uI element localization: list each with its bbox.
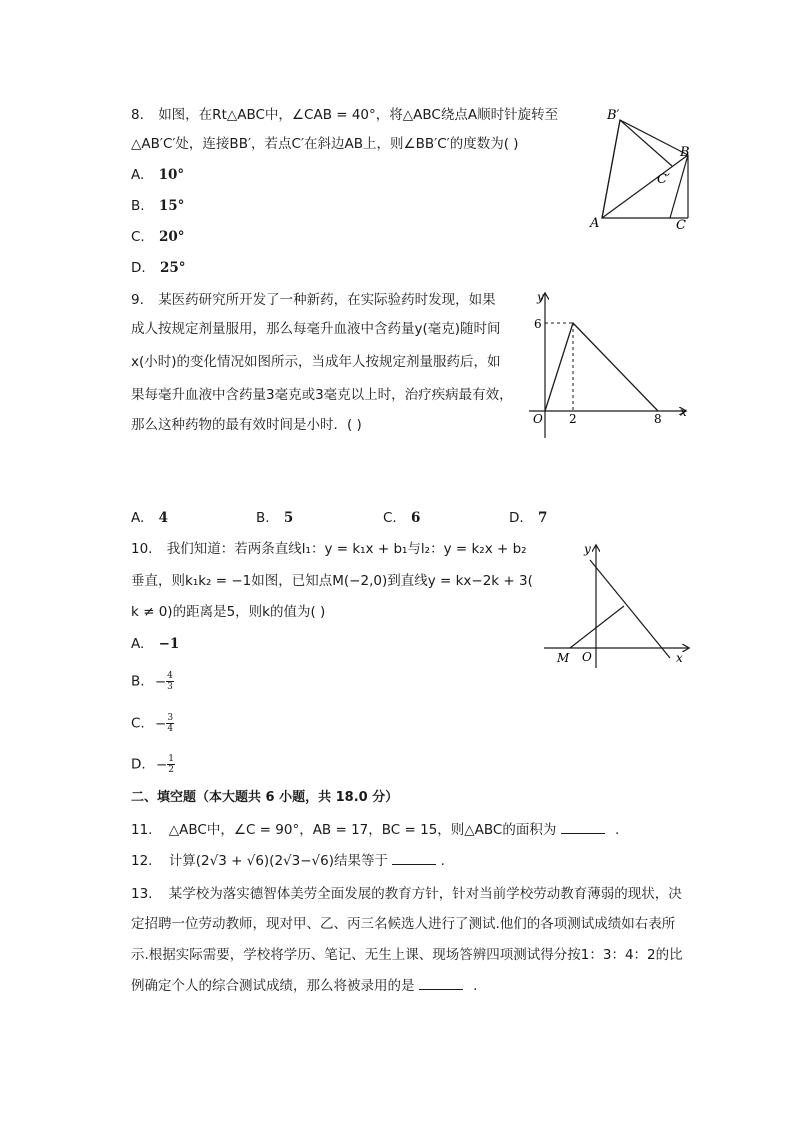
q10-line1 (131, 540, 527, 558)
q10-text-line1: 我们知道：若两条直线l₁：y = k₁x + b₁与l₂：y = k₂x + b₂ (166, 541, 527, 557)
section2-title: 二、填空题（本大题共 6 小题，共 18.0 分） (131, 790, 399, 805)
q8-line2: △AB′C′处，连接BB′，若点C′在斜边AB上，则∠BB′C′的度数为( ) (131, 136, 519, 152)
q13-text-line1: 某学校为落实德智体美劳全面发展的教育方针，针对当前学校劳动教育薄弱的现状，决 (168, 886, 682, 902)
q13-tail: . (473, 978, 478, 994)
numerator: 1 (168, 754, 175, 764)
x-axis-label: x (676, 651, 683, 665)
q8-text-line1: 如图，在Rt△ABC中，∠CAB = 40°，将△ABC绕点A顺时针旋转至 (158, 107, 559, 123)
label-b-prime: B′ (607, 108, 620, 123)
y-axis-label: y (537, 290, 544, 304)
q11-tail: . (614, 822, 620, 838)
option-label: C. (131, 715, 145, 732)
origin-label: O (582, 650, 592, 664)
option-value: −1 (158, 636, 180, 652)
q12-answer-blank[interactable] (392, 852, 436, 865)
q10-option-c[interactable] (131, 713, 174, 734)
q11-text: △ABC中，∠C = 90°，AB = 17，BC = 15，则△ABC的面积为 (168, 822, 557, 838)
q10-option-d[interactable] (131, 754, 175, 775)
option-fraction (167, 754, 175, 775)
line-y-kx (590, 560, 670, 658)
point-m-label: M (557, 651, 570, 665)
tick-8: 8 (654, 412, 662, 426)
side-ab-prime (602, 120, 620, 218)
q9-line4: 果每毫升血液中含药量3毫克或3毫克以上时，治疗疾病最有效， (131, 387, 513, 403)
option-sign: − (155, 715, 167, 732)
q10-graph (540, 540, 695, 670)
q13-line1 (131, 885, 682, 903)
q12-text: 计算(2√3 + √6)(2√3−√6)结果等于 (168, 853, 388, 869)
q9-option-b[interactable] (256, 509, 293, 527)
q8-line1 (131, 106, 558, 124)
q9-number: 9. (131, 292, 144, 308)
option-sign: − (154, 673, 167, 690)
tick-2: 2 (569, 412, 577, 426)
q9-line2: 成人按规定剂量服用，那么每毫升血液中含药量y(毫克)随时间 (131, 321, 501, 337)
q13-line2: 定招聘一位劳动教师，现对甲、乙、丙三名候选人进行了测试.他们的各项测试成绩如右表所 (131, 916, 676, 932)
q12-tail: . (440, 853, 445, 869)
option-fraction (166, 713, 174, 734)
option-value: 7 (537, 510, 548, 526)
q13-line3: 示.根据实际需要，学校将学历、笔记、无生上课、现场答辨四项测试得分按1：3：4：2的比 (131, 947, 683, 963)
perpendicular-segment (570, 606, 624, 648)
q8-option-a[interactable] (131, 166, 184, 184)
q8-triangle-figure (585, 100, 705, 240)
label-b: B (680, 145, 690, 160)
q9-option-c[interactable] (383, 509, 420, 527)
q9-option-d[interactable] (509, 509, 547, 527)
q11-answer-blank[interactable] (561, 821, 605, 834)
q9-line5: 那么这种药物的最有效时间是小时．( ) (131, 417, 362, 433)
option-label: B. (131, 198, 145, 214)
label-c-prime: C′ (657, 172, 670, 187)
q13-line4 (131, 977, 477, 995)
q11-number: 11. (131, 822, 153, 838)
q9-option-a[interactable] (131, 509, 168, 527)
q10-option-a[interactable] (131, 635, 179, 653)
option-value: 20° (159, 229, 185, 245)
option-label: C. (383, 510, 397, 526)
option-value: 5 (283, 510, 294, 526)
label-a: A (590, 216, 600, 231)
option-label: A. (131, 510, 145, 526)
numerator: 4 (167, 671, 173, 681)
q12-number: 12. (131, 853, 153, 869)
q13-answer-blank[interactable] (419, 977, 463, 990)
option-label: A. (131, 167, 145, 183)
q9-text-line1: 某医药研究所开发了一种新药，在实际验药时发现，如果 (158, 292, 496, 308)
concentration-curve (545, 323, 658, 411)
q12-line (131, 852, 445, 870)
q11-line (131, 821, 619, 839)
denominator: 3 (167, 682, 173, 692)
q10-line2: 垂直，则k₁k₂ = −1如图，已知点M(−2,0)到直线y = kx−2k + 3( (131, 573, 533, 589)
numerator: 3 (167, 713, 174, 723)
q13-number: 13. (131, 886, 153, 902)
option-label: A. (131, 636, 145, 652)
label-c: C (676, 218, 686, 233)
option-value: 6 (411, 510, 421, 526)
hypotenuse-ab (602, 155, 688, 218)
q10-option-b[interactable] (131, 671, 174, 692)
q8-number: 8. (131, 107, 144, 123)
outline (602, 120, 688, 218)
option-value: 4 (158, 510, 168, 526)
option-value: 25° (159, 260, 186, 276)
option-label: D. (131, 260, 146, 276)
y-axis-label: y (584, 542, 591, 556)
option-label: C. (131, 229, 145, 245)
q10-line3: k ≠ 0)的距离是5，则k的值为( ) (131, 604, 326, 620)
q8-option-c[interactable] (131, 228, 185, 246)
x-axis-label: x (680, 405, 687, 419)
tick-6: 6 (534, 317, 542, 331)
option-label: B. (131, 673, 145, 690)
option-value: 10° (158, 167, 185, 183)
q9-line3: x(小时)的变化情况如图所示，当成年人按规定剂量服药后，如 (131, 354, 501, 370)
origin-label: O (533, 412, 543, 426)
option-sign: − (155, 756, 168, 773)
q8-option-d[interactable] (131, 259, 186, 277)
q10-number: 10. (131, 541, 153, 557)
q9-line1 (131, 291, 496, 309)
q13-text-line4: 例确定个人的综合测试成绩，那么将被录用的是 (131, 978, 415, 994)
q8-option-b[interactable] (131, 197, 184, 215)
denominator: 2 (168, 765, 175, 775)
option-label: B. (256, 510, 270, 526)
option-fraction (166, 671, 174, 692)
option-label: D. (131, 756, 146, 773)
denominator: 4 (167, 724, 174, 734)
option-value: 15° (158, 198, 185, 214)
option-label: D. (509, 510, 524, 526)
q9-graph (525, 288, 695, 443)
